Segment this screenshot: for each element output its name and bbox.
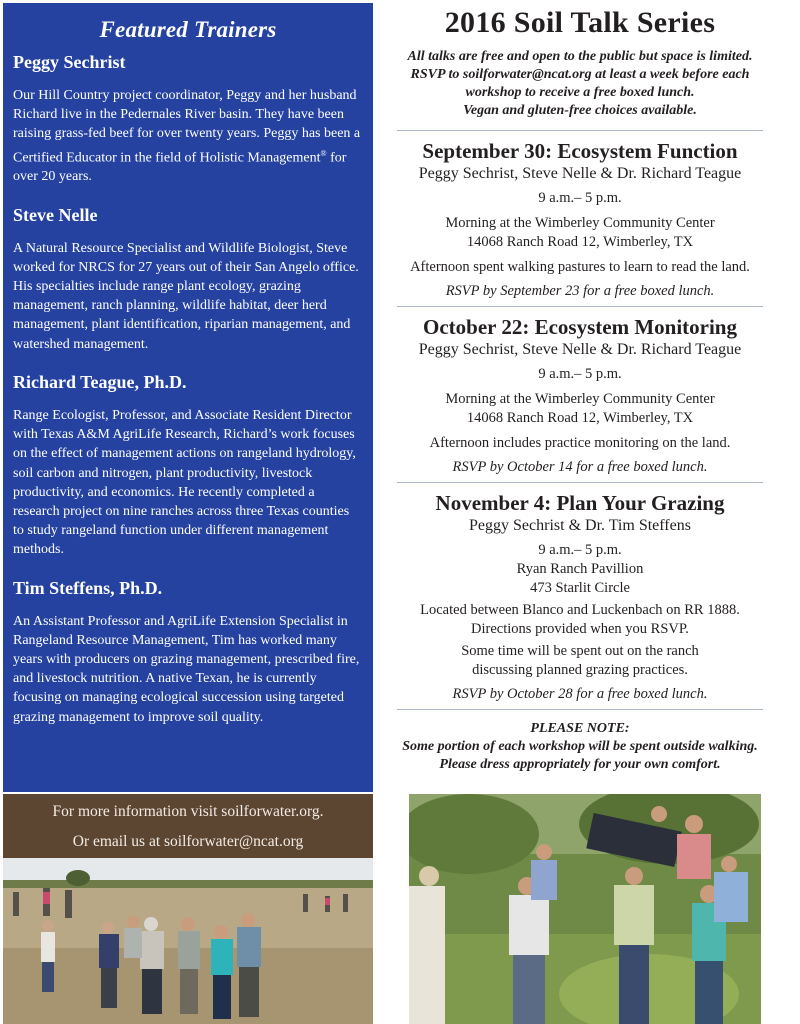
please-note [385,710,775,774]
event-time: 9 a.m.– 5 p.m. [538,190,622,206]
event-speakers: Peggy Sechrist, Steve Nelle & Dr. Richard Teague [418,341,742,358]
event-location: Morning at the Wimberley Community Center [445,215,715,231]
event-location: 14068 Ranch Road 12, Wimberley, TX [466,410,694,426]
intro-line: workshop to receive a free boxed lunch. [465,85,695,100]
note-line: Some portion of each workshop will be spent outside walking. [402,739,758,754]
brush-inspection-photo [409,794,761,1024]
event-detail: Directions provided when you RSVP. [471,621,689,637]
featured-trainers-panel [3,3,373,792]
event-september-30 [385,131,775,306]
event-time: 9 a.m.– 5 p.m. [538,366,622,382]
trainer-richard-teague [13,372,363,560]
trainer-name: Richard Teague, Ph.D. [13,371,187,392]
event-rsvp: RSVP by October 28 for a free boxed lunch. [452,686,708,702]
event-title: November 4: Plan Your Grazing [435,491,725,515]
email-link[interactable]: Or email us at soilforwater@ncat.org [72,833,304,850]
event-time: 9 a.m.– 5 p.m. [538,542,622,558]
intro-line: Vegan and gluten-free choices available. [463,103,697,118]
field-group-photo [3,858,373,1024]
trainer-bio: Range Ecologist, Professor, and Associate Resident Director with Texas A&M AgriLife Research, Richard’s work focuses on the effect of management actions on rangeland hydrology, soil carbon and nitrogen, plant productivity, livestock productivity, and economics. He recently completed a research project on nine ranches across three Texas counties to study rangeland function under different management methods. [13,407,356,558]
event-location: Morning at the Wimberley Community Center [445,391,715,407]
contact-info-bar [3,794,373,860]
event-detail: Afternoon includes practice monitoring on the land. [429,435,731,451]
event-rsvp: RSVP by October 14 for a free boxed lunch. [452,459,708,475]
intro-line: RSVP to soilforwater@ncat.org at least a week before each [410,67,750,82]
trainer-tim-steffens [13,578,363,727]
trainer-name: Peggy Sechrist [13,52,126,72]
note-heading: PLEASE NOTE: [530,721,630,736]
event-title: October 22: Ecosystem Monitoring [423,315,737,339]
trainer-steve-nelle [13,205,363,354]
event-speakers: Peggy Sechrist, Steve Nelle & Dr. Richard Teague [418,165,742,182]
brush-inspection-illustration [409,794,761,1024]
trainer-peggy-sechrist [13,52,363,187]
event-title: September 30: Ecosystem Function [422,139,738,163]
event-november-4 [385,483,775,709]
trainer-bio: An Assistant Professor and AgriLife Extension Specialist in Rangeland Resource Management, Tim has worked many years with producers on grazing management, prescribed fire, and livestock nutrition. A native Texan, he is currently focusing on managing ecological succession using targeted grazing management to improve soil quality. [13,613,360,725]
event-speakers: Peggy Sechrist & Dr. Tim Steffens [469,517,691,534]
series-intro [385,48,775,120]
trainer-name: Steve Nelle [13,204,98,225]
series-title: 2016 Soil Talk Series [444,6,716,39]
event-detail: Some time will be spent out on the ranch [461,643,699,659]
event-detail: Located between Blanco and Luckenbach on RR 1888. [420,602,740,618]
field-group-illustration [3,858,373,1024]
event-location: 473 Starlit Circle [530,580,630,596]
event-detail: discussing planned grazing practices. [472,662,688,678]
intro-line: All talks are free and open to the public but space is limited. [407,49,753,64]
trainer-bio: A Natural Resource Specialist and Wildlife Biologist, Steve worked for NRCS for 27 years out of their San Angelo office. His specialties include range plant ecology, grazing management, ranch planning, wildlife habitat, deer herd management, plant identification, riparian management, and watershed management. [13,240,359,352]
event-october-22 [385,307,775,482]
featured-trainers-title: Featured Trainers [99,17,277,42]
event-location: Ryan Ranch Pavillion [516,561,644,577]
note-line: Please dress appropriately for your own comfort. [439,757,721,772]
trainer-bio: Our Hill Country project coordinator, Peggy and her husband Richard live in the Pedernales River basin. They have been raising grass-fed beef for over twenty years. Peggy has been a Certified Educator in the field of Holistic Management® for over 20 years. [13,88,361,185]
event-location: 14068 Ranch Road 12, Wimberley, TX [466,234,694,250]
website-link[interactable]: For more information visit soilforwater.org. [52,803,324,820]
soil-talk-series-panel [385,6,775,774]
event-detail: Afternoon spent walking pastures to learn to read the land. [410,259,750,275]
event-rsvp: RSVP by September 23 for a free boxed lunch. [445,283,715,299]
trainer-name: Tim Steffens, Ph.D. [13,577,163,598]
